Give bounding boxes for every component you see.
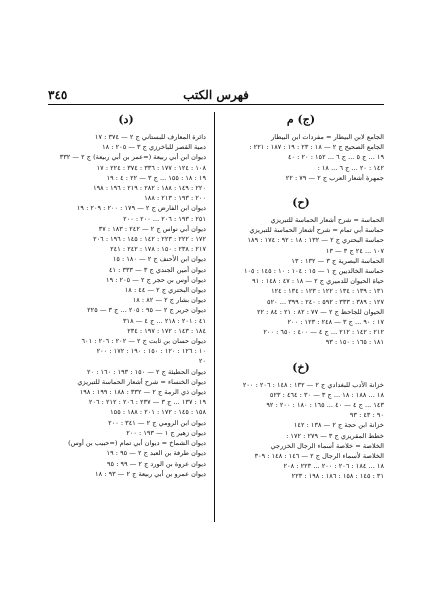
section-heading-dal: (د)	[118, 113, 134, 126]
index-entry: ديوان ابن أبي ربيعة (=عمر بن أبي ربيعة) ج ٢ — ٣٣٢	[59, 153, 206, 162]
index-entry: دائرة المعارف للبستاني ج ٢ — ٣٧٤ : ١٧	[94, 133, 206, 141]
index-entry: ١٧٢ : ٢٢٢ : ٢٢٣ : ١٤٢ : ١٤٥ : ١٩٦ : ٢٠٦	[93, 235, 206, 244]
header-rule	[48, 104, 384, 105]
section-heading-ha: (ح)	[292, 196, 310, 210]
index-entry: ١٠٨ : ١٢٤ : ١٧٧ : ٣٣٦ : ٣٧٤ : ٢٢٤ : ١٧	[96, 163, 206, 172]
index-entry: ٣١ : ١٤٥ : ١٥٨ : ١٨٦ : ١٩٨ : ٢٢٣	[291, 472, 384, 481]
index-entry: الجامع لابن البيطار = مفردات ابن البيطار	[271, 133, 384, 141]
index-entry: حماسة البحتري ج ٢ — ١٣٢ : ١٨ : ٩٢ : ١٧٤ : ١٨٩	[247, 236, 384, 245]
index-entry: ٢١٧ : ٢٣٨ : ١٥٠ : ١٧٨ : ٢٤٢ : ٢٤١	[110, 245, 206, 254]
index-entry: الحيوان للجاحظ ج ٢ — ٧٧ : ٨٢ : ٢١ : ٨٤ : ٢٢	[256, 307, 384, 316]
index-entry: ١٤٣ ... ج ٤ — ٤٠ ... ١٦٥ : ١٨٠ : ٢٠٠ : ٩٢	[266, 401, 384, 410]
index-entry: حماسة أبي تمام = شرح أشعار الحماسة للتبريزي	[249, 226, 384, 235]
index-entry: ١٧ : ٩٠ ... ج ٣ — ٢٤٨ : ١٢٣ : ٢٠٠	[287, 318, 384, 327]
index-entry: الخلاصة = خلاصة أسماء الرجال الخزرجي	[270, 441, 384, 450]
index-entry: الحماسة = شرح أشعار الحماسة للتبريزي	[270, 216, 384, 225]
index-entry: خطط المقريزي ج ٣ — ٢٧٩ : ١٧٢ :	[286, 431, 384, 440]
index-entry: جمهرة أشعار العرب ج ٢ — ٧٩ : ٢٢	[285, 173, 384, 182]
index-entry: ١٥٨ : ١٤٥ : ١٧٢ : ٢٠١ : ١٨٨ : ١٥٥	[110, 408, 206, 417]
index-entry: ١٨٤ : ١٤٣ : ١٧٢ : ١٩٧ : ٢٣٤	[127, 326, 206, 335]
index-entry: ١٠٧ ... ٢٤ ج ٣ — ١٣	[325, 246, 384, 255]
index-entry: ١٨ ... ١٨٤ : ٢٠٦ : ٢٠٠ ... ٢٢٣ : ٢٠٨	[283, 462, 384, 471]
index-entry: ٢١٢ : ١٤٢ : ٢١٢ ... ج ٤ — ٤٠٠ : ٦٥٠ : ٢٠٠	[263, 328, 384, 337]
index-entry: الحماسة البصرية ج ٣ — ١٣٢ : ١٣	[291, 256, 384, 265]
index-entry: الجامع الصحيح ج ٢ — ١٨ : ٢٣ : ١٩ : ١٨٧ : ٢٢١ :	[249, 143, 384, 152]
index-entry: ١٩ : ١٨ : ١٥٥ ... ج ٣ — ٢٢ : ٤ : ١٩	[106, 173, 206, 182]
index-entry: دمية القصر للباخرزي ج ٣ — ٢٠٥ : ١٨	[102, 143, 206, 152]
index-entry: حياة الحيوان للدميري ج ٢ — ١٨ : ٤٧ : ١٤٨ : ٩١	[252, 277, 384, 286]
page-number: ٣٤٥	[48, 88, 68, 102]
index-entry: ١٢٧ : ٣٨٩ : ٣٣٣ : ٥٩٢ : ٢٤٠ : ٣٩٩ ... ٥٢٠	[267, 297, 384, 306]
index-entry: ديوان عروة بن الورد ج ٢ — ٩٩ : ٩٥	[107, 459, 206, 468]
page-header	[48, 88, 384, 104]
index-entry: ١٩ ... ج ٥ ... ج ٦ ... ١٥٢ : ٢٠ : ٤٠	[287, 153, 384, 162]
page-title: فهرس الكتب	[183, 88, 249, 102]
index-entry: ديوان الحطيئة ج ٢ — ١٥٠ : ١٩٣ : ١٦٠ : ٢٠	[87, 367, 206, 376]
index-entry: ديوان أوس بن حجر ج ٢ — ٢٠٥ : ١٩	[106, 275, 206, 284]
index-entry: ديوان جرير ج ٢ — ٩٥ : ٢٠٥ ... ج ٣ — ٢٢٥	[87, 306, 206, 315]
index-entry: ١٠ : ١٢٦ : ١٢٠ : ١٥٠ : ١٩٠ : ١٧٢ : ٢٠٠	[96, 347, 206, 356]
index-entry: ٢٢٠ : ١٤٩ : ١٨٨ : ٢٨٢ : ٢١٩ : ١٩٦ : ١٩٨	[93, 184, 206, 193]
index-entry: ديوان ابن الرومي ج ٢ — ٣٤١ : ٢٠٠	[108, 418, 206, 427]
index-entry: خزانة الأدب للبغدادي ج ٢ — ١٣٢ : ١٤٨ : ٢٠٦ : ٢٠٠	[242, 380, 384, 389]
index-entry: ديوان البحتري ج ٢ — ٤٤ : ١٨	[124, 286, 206, 295]
index-entry: حماسة الخالديين ج ١ — ١٥ : ١٠٤ : ١٠ : ١٤٥ : ١٠٥	[243, 267, 384, 276]
index-entry: ديوان زهير ج ١ — ١٩٣ : ٢٠٠	[126, 428, 206, 437]
index-entry: ١٩ : ١٣٧ ... ج ٣ — ٢٣٧ : ٢٠٦ : ٢١٢ : ٢٠٦	[88, 398, 206, 407]
index-entry: خزانة ابن حجة ج ٢ — ١٣٨ : ١٤٢	[293, 421, 384, 430]
index-entry: ١٣١ : ١٣٩ : ١٣٤ : ١٢٢ : ١٢٣ : ١٣٤ : ١٢٤	[271, 287, 384, 296]
index-entry: ٢٠	[198, 357, 206, 366]
index-entry: ديوان أمين الجندي ج ٣ — ٣٣٣ : ٤١	[108, 265, 206, 274]
index-entry: ١٤٢ : ٢٠ ... ج ٦ ... ١٨ :	[317, 163, 384, 172]
right-column	[218, 112, 384, 482]
index-entry: ديوان عمرو بن أبي ربيعة ج ٢ — ٩٣ : ١٨	[95, 469, 206, 478]
index-entry: ديوان طرفة بن العبد ج ٢ — ٩٥ : ١٩	[106, 449, 206, 458]
index-entry: الخلاصة لأسماء الرجال ج ٢ — ١٤٦ : ١٤٨ : ٣٠٩	[254, 452, 384, 461]
index-entry: ٢٥١ : ١٩٣ : ٢٠٦ ... ٢٠٠ : ٢٠٠	[123, 214, 206, 223]
index-entry: ١٨ ... ١٨٨ : ١٨ ... ج ٣ — ٣٠ : ٤٦٤ : ٥٢٣	[269, 390, 384, 399]
index-entry: ديوان الخنساء = شرح أشعار الحماسة للتبريزي	[77, 377, 206, 386]
column-divider	[214, 112, 215, 522]
left-column	[46, 112, 206, 479]
index-entry: ٤١ : ٢٠١ : ٢١٨ ... ج ٤ — ٣١٨	[123, 316, 206, 325]
section-heading-jim: (ج) م	[286, 113, 316, 126]
index-entry: ديوان الشماخ = ديوان أبي تمام (=حبيب بن أوس)	[68, 439, 206, 448]
index-entry: ٢٠٠ : ١٩٣ : ٢١٣ : ١٨٨	[144, 194, 206, 203]
index-entry: ١٨١ : ١٦٥ : ١٥٠ : ٩٣	[325, 338, 384, 347]
index-entry: ٩٠ : ٤٣ : ٩٣	[349, 411, 384, 420]
section-heading-kha: (خ)	[292, 360, 310, 374]
index-entry: ديوان ابن الفارض ج ٢ — ١٧٩ : ٢٠٠ : ٢٠٩ : ١٩	[76, 204, 206, 213]
index-entry: ديوان ذي الرمة ج ٢ — ٣٣٢ : ١٨٨ : ١٩٩ : ١٩٨	[79, 388, 206, 397]
index-entry: ديوان حسان بن ثابت ج ٢ — ٢٠٢ : ٢٠٦ : ٦٠١	[81, 337, 206, 346]
index-entry: ديوان ابن الأحنف ج ٢ — ١٨٠ : ١٥	[112, 255, 206, 264]
index-entry: ديوان بشار ج ٢ — ٨٢ : ١٨	[132, 296, 206, 305]
index-entry: ديوان أبي نواس ج ٢ — ٢٤٢ : ١٨٣ : ٣٧	[98, 224, 206, 233]
